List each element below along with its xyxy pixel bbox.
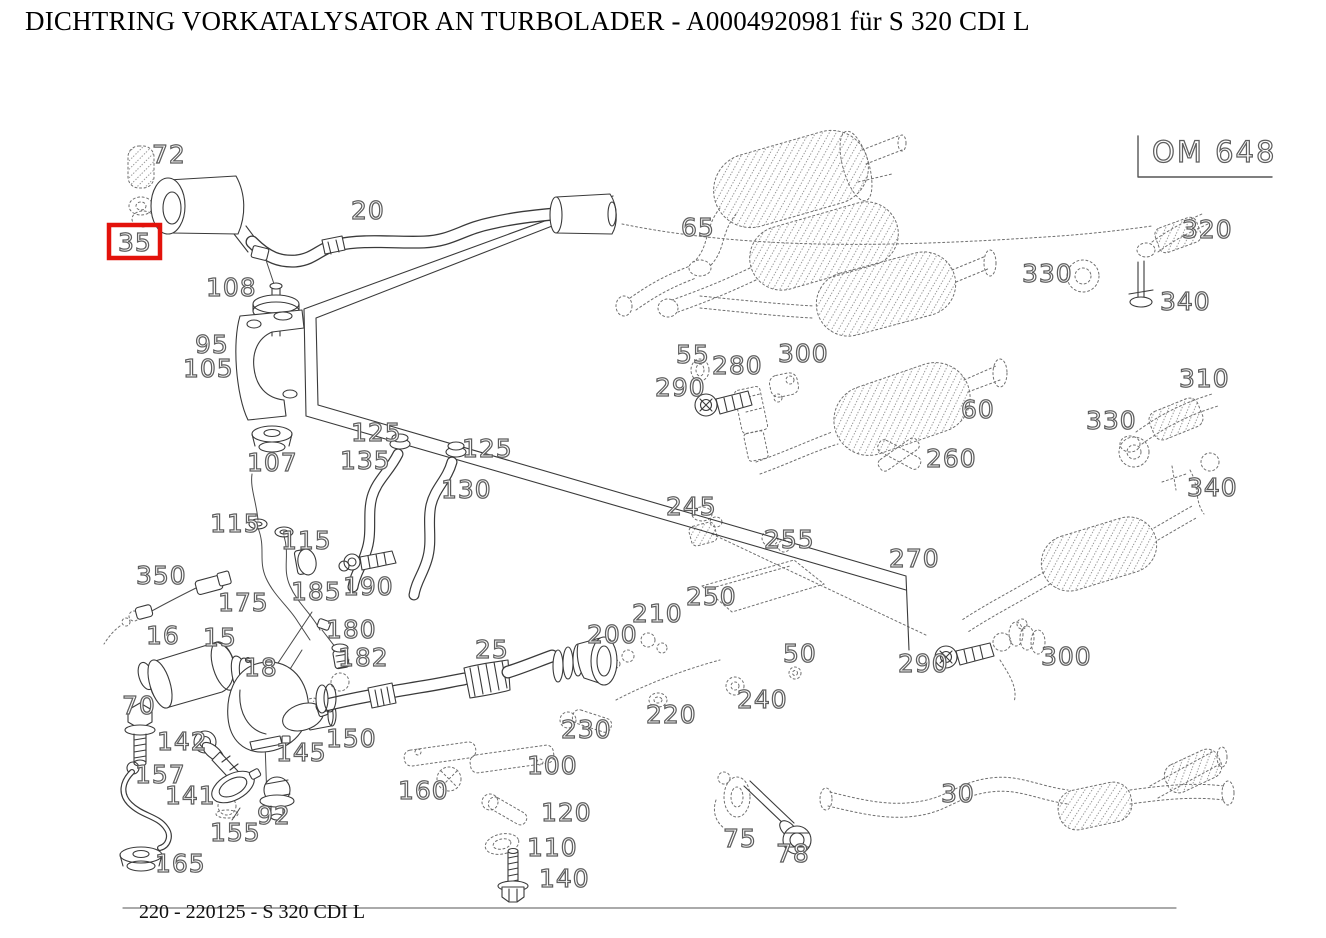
front-pipe-20-drawing: [251, 194, 616, 261]
callout-135[interactable]: 135: [340, 446, 391, 475]
callout-200[interactable]: 200: [587, 620, 638, 649]
callout-280[interactable]: 280: [712, 351, 763, 380]
callout-115[interactable]: 115: [210, 509, 261, 538]
callout-35[interactable]: 35: [118, 228, 152, 257]
callout-141[interactable]: 141: [165, 781, 216, 810]
rear-cat-drawing: [962, 506, 1196, 632]
callout-30[interactable]: 30: [941, 779, 975, 808]
callout-100[interactable]: 100: [527, 751, 578, 780]
callout-70[interactable]: 70: [122, 691, 156, 720]
callout-340[interactable]: 340: [1160, 287, 1211, 316]
callout-165[interactable]: 165: [155, 849, 206, 878]
callout-78[interactable]: 78: [776, 839, 810, 868]
callout-340[interactable]: 340: [1187, 473, 1238, 502]
bolt-340-drawing: [1129, 261, 1153, 307]
callout-142[interactable]: 142: [157, 727, 208, 756]
callout-290[interactable]: 290: [898, 649, 949, 678]
callout-220[interactable]: 220: [646, 700, 697, 729]
callout-65[interactable]: 65: [681, 213, 715, 242]
callout-320[interactable]: 320: [1182, 215, 1233, 244]
callout-230[interactable]: 230: [561, 715, 612, 744]
flex-pipe-72-drawing: [128, 146, 154, 227]
callout-182[interactable]: 182: [338, 643, 389, 672]
bracket-95-drawing: [236, 310, 304, 420]
pipe-65-drawing: [616, 266, 696, 316]
callout-92[interactable]: 92: [257, 801, 291, 830]
callout-210[interactable]: 210: [632, 599, 683, 628]
callout-130[interactable]: 130: [441, 475, 492, 504]
engine-code-label: OM 648: [1152, 135, 1277, 169]
callout-107[interactable]: 107: [247, 448, 298, 477]
callout-108[interactable]: 108: [206, 273, 257, 302]
callout-95[interactable]: 95: [195, 330, 229, 359]
callout-15[interactable]: 15: [203, 623, 237, 652]
callout-115[interactable]: 115: [281, 526, 332, 555]
callout-270[interactable]: 270: [889, 544, 940, 573]
callout-180[interactable]: 180: [326, 615, 377, 644]
callout-190[interactable]: 190: [343, 572, 394, 601]
callout-157[interactable]: 157: [135, 760, 186, 789]
callout-300[interactable]: 300: [1041, 642, 1092, 671]
callout-50[interactable]: 50: [783, 639, 817, 668]
callout-55[interactable]: 55: [676, 340, 710, 369]
callout-160[interactable]: 160: [398, 776, 449, 805]
callout-330[interactable]: 330: [1022, 259, 1073, 288]
callout-350[interactable]: 350: [136, 561, 187, 590]
gasket-182-drawing: [331, 673, 349, 691]
callout-145[interactable]: 145: [276, 738, 327, 767]
callout-255[interactable]: 255: [764, 525, 815, 554]
callout-25[interactable]: 25: [475, 635, 509, 664]
callout-290[interactable]: 290: [655, 373, 706, 402]
callout-60[interactable]: 60: [961, 395, 995, 424]
callout-155[interactable]: 155: [210, 818, 261, 847]
callout-150[interactable]: 150: [326, 724, 377, 753]
callout-245[interactable]: 245: [666, 492, 717, 521]
callout-110[interactable]: 110: [527, 833, 578, 862]
sensor-tip-350-drawing: [104, 611, 139, 644]
callout-140[interactable]: 140: [539, 864, 590, 893]
precat-muffler-drawing: [151, 176, 258, 252]
callout-120[interactable]: 120: [541, 798, 592, 827]
callout-125[interactable]: 125: [351, 418, 402, 447]
callout-330[interactable]: 330: [1086, 406, 1137, 435]
callout-185[interactable]: 185: [291, 577, 342, 606]
bolt-140-drawing: [498, 849, 528, 903]
callout-240[interactable]: 240: [737, 685, 788, 714]
callout-105[interactable]: 105: [183, 354, 234, 383]
rear-pipe-30-drawing: [820, 745, 1234, 833]
footer-label: 220 - 220125 - S 320 CDI L: [139, 901, 366, 923]
callout-250[interactable]: 250: [686, 582, 737, 611]
callout-260[interactable]: 260: [926, 444, 977, 473]
callout-72[interactable]: 72: [152, 140, 186, 169]
callout-125[interactable]: 125: [462, 434, 513, 463]
callout-300[interactable]: 300: [778, 339, 829, 368]
callout-16[interactable]: 16: [146, 621, 180, 650]
callout-75[interactable]: 75: [723, 824, 757, 853]
callout-20[interactable]: 20: [351, 196, 385, 225]
mount-290-right-drawing: [993, 619, 1045, 702]
callout-310[interactable]: 310: [1179, 364, 1230, 393]
page-title: DICHTRING VORKATALYSATOR AN TURBOLADER - A0004920981 für S 320 CDI L: [25, 6, 1030, 36]
callout-175[interactable]: 175: [218, 588, 269, 617]
callout-18[interactable]: 18: [244, 653, 278, 682]
